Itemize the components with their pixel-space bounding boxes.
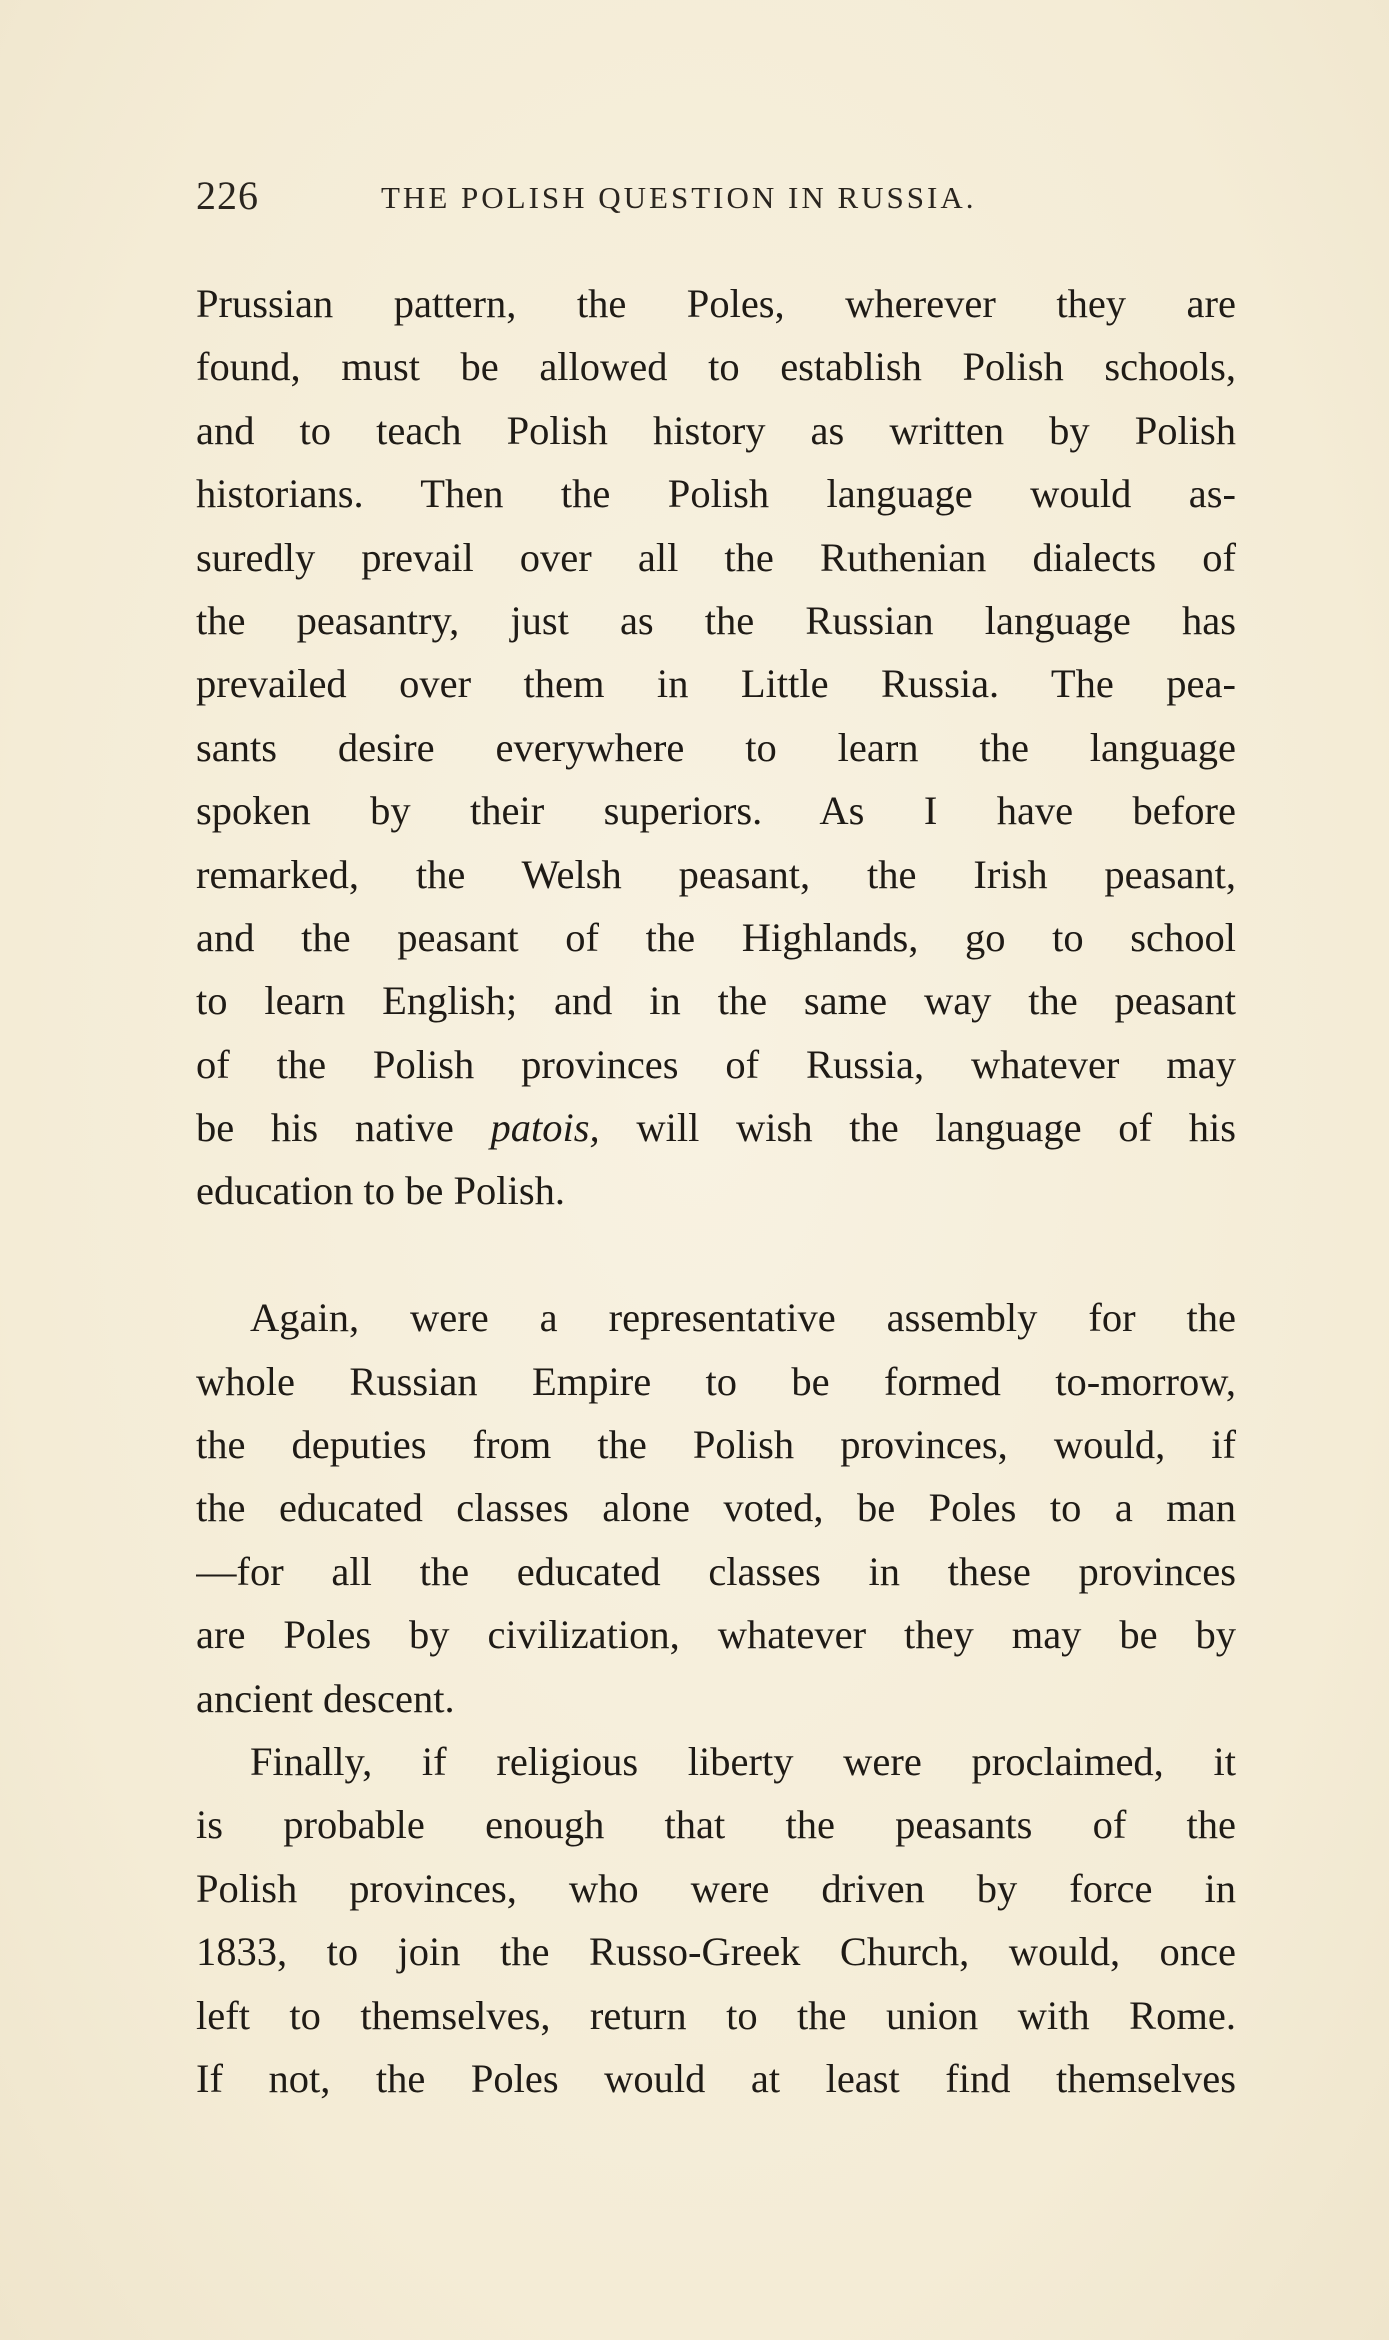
text-line: prevailed over them in Little Russia. The pea-: [196, 661, 1236, 707]
text-line: ancient descent.: [196, 1675, 455, 1721]
text-line: Polish provinces, who were driven by force in: [196, 1865, 1236, 1911]
text-line: to learn English; and in the same way the peasant: [196, 978, 1236, 1024]
text-line: Again, were a representative assembly for the: [250, 1295, 1236, 1341]
text-line: suredly prevail over all the Ruthenian dialects of: [196, 534, 1236, 580]
text-line: 1833, to join the Russo-Greek Church, would, once: [196, 1929, 1236, 1975]
text-line: Finally, if religious liberty were proclaimed, it: [250, 1738, 1236, 1784]
text-line: is probable enough that the peasants of the: [196, 1802, 1236, 1848]
text-line: and to teach Polish history as written by Polish: [196, 407, 1236, 453]
text-line: the deputies from the Polish provinces, would, if: [196, 1422, 1236, 1468]
text-line: education to be Polish.: [196, 1168, 565, 1214]
text-line: and the peasant of the Highlands, go to school: [196, 914, 1236, 960]
page-number: 226: [196, 173, 259, 218]
text-line: whole Russian Empire to be formed to-morrow,: [196, 1358, 1236, 1404]
text-line: found, must be allowed to establish Polish schools,: [196, 344, 1236, 390]
text-line: left to themselves, return to the union with Rome.: [196, 1992, 1236, 2038]
text-line: If not, the Poles would at least find themselves: [196, 2055, 1236, 2101]
text-line: —for all the educated classes in these provinces: [196, 1548, 1236, 1594]
text-line: sants desire everywhere to learn the language: [196, 724, 1236, 770]
text-line: the educated classes alone voted, be Poles to a man: [196, 1485, 1236, 1531]
text-line: of the Polish provinces of Russia, whatever may: [196, 1041, 1236, 1087]
text-line: spoken by their superiors. As I have before: [196, 788, 1236, 834]
text-segment: be his native: [196, 1105, 491, 1151]
text-line-with-italic: [196, 1096, 1236, 1159]
page-header: [196, 172, 1196, 232]
body-text: [196, 272, 1236, 2110]
paragraph-gap: [196, 1223, 1236, 1286]
text-line: historians. Then the Polish language would as-: [196, 471, 1236, 517]
text-line: the peasantry, just as the Russian language has: [196, 597, 1236, 643]
text-line: are Poles by civilization, whatever they may be by: [196, 1612, 1236, 1658]
text-line: Prussian pattern, the Poles, wherever they are: [196, 281, 1236, 326]
italic-word: patois,: [490, 1105, 600, 1151]
text-line: remarked, the Welsh peasant, the Irish peasant,: [196, 851, 1236, 897]
text-segment: will wish the language of his: [599, 1105, 1236, 1151]
running-head: THE POLISH QUESTION IN RUSSIA.: [381, 180, 977, 215]
